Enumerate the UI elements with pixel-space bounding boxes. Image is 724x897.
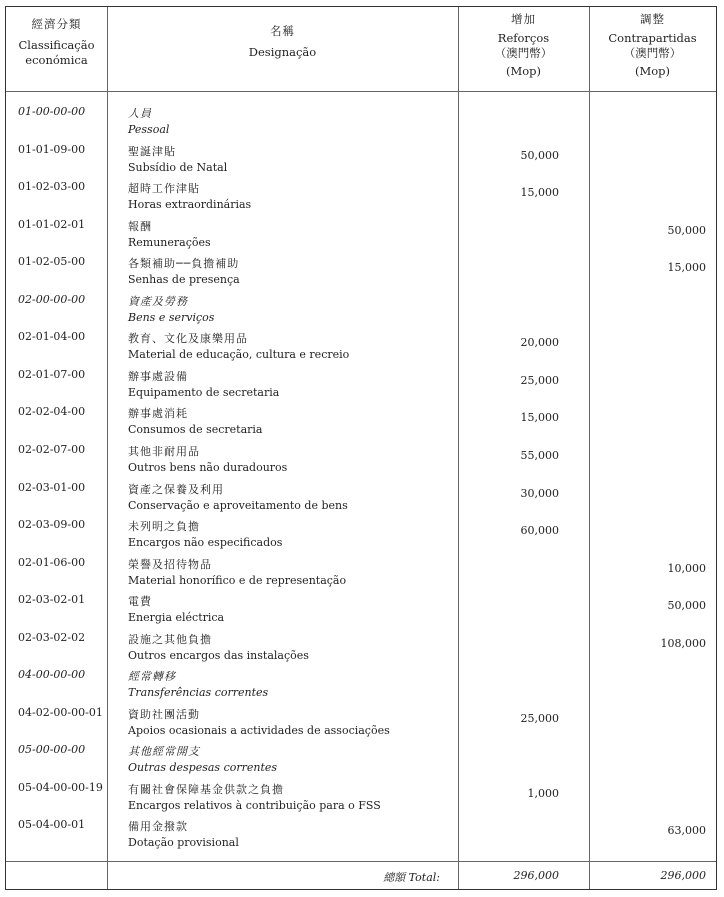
row-reforco: 60,000 [520, 524, 559, 538]
table-row [6, 662, 716, 700]
total-label: 總額 Total: [383, 871, 440, 884]
row-reforco: 25,000 [520, 711, 559, 725]
row-code: 02-03-01-00 [18, 480, 86, 494]
row-designation-zh: 資助社團活動 [128, 707, 200, 721]
row-code: 05-04-00-00-19 [18, 780, 103, 794]
row-contrapartida: 10,000 [667, 561, 706, 575]
table-row [6, 437, 716, 475]
row-code: 02-02-04-00 [18, 405, 86, 419]
table-row [6, 249, 716, 287]
row-designation-pt: Equipamento de secretaria [128, 385, 280, 399]
row-code: 05-00-00-00 [18, 743, 86, 757]
row-designation-pt: Subsídio de Natal [128, 160, 228, 174]
row-designation-pt: Senhas de presença [128, 273, 240, 287]
header-designation-zh: 名稱 [270, 24, 295, 38]
row-designation-zh: 辦事處消耗 [128, 407, 188, 421]
row-designation-pt: Encargos relativos à contribuição para o FSS [128, 798, 381, 812]
table-row [6, 324, 716, 362]
header-contrapartidas [589, 12, 716, 79]
row-designation-zh: 各類補助──負擔補助 [128, 257, 240, 271]
header-classification-pt-a: Classificação [18, 37, 95, 52]
row-designation-zh: 資產及勞務 [128, 294, 188, 308]
header-classification-pt-b: económica [25, 53, 88, 68]
row-contrapartida: 63,000 [667, 824, 706, 838]
header-contrapartidas-unit: (Mop) [634, 63, 671, 78]
table-row [6, 775, 716, 813]
table-row [6, 362, 716, 400]
row-code: 02-01-04-00 [18, 330, 86, 344]
row-contrapartida: 50,000 [667, 223, 706, 237]
table-row [6, 137, 716, 175]
row-code: 05-04-00-01 [18, 818, 86, 832]
row-contrapartida: 15,000 [667, 261, 706, 275]
row-code: 02-03-02-01 [18, 593, 86, 607]
table-row [6, 99, 716, 137]
header-reforcos-unit: (Mop) [505, 63, 542, 78]
table-row [6, 737, 716, 775]
row-designation-zh: 教育、文化及康樂用品 [128, 332, 248, 346]
row-reforco: 55,000 [520, 448, 559, 462]
row-code: 01-00-00-00 [18, 105, 86, 118]
budget-table [5, 6, 717, 890]
table-row [6, 625, 716, 663]
row-designation-pt: Bens e serviços [128, 310, 215, 324]
row-reforco: 25,000 [520, 373, 559, 387]
row-designation-pt: Transferências correntes [128, 686, 269, 700]
row-reforco: 1,000 [527, 786, 559, 800]
row-code: 01-02-05-00 [18, 255, 86, 269]
row-designation-pt: Outros bens não duradouros [128, 460, 288, 474]
table-row [6, 174, 716, 212]
header-divider [6, 91, 716, 92]
row-designation-pt: Horas extraordinárias [128, 198, 252, 212]
row-designation-zh: 有關社會保障基金供款之負擔 [128, 782, 284, 796]
row-designation-pt: Pessoal [128, 123, 170, 136]
total-reforcos: 296,000 [513, 869, 559, 882]
row-designation-zh: 經常轉移 [128, 670, 176, 684]
row-designation-zh: 聖誕津貼 [128, 144, 176, 158]
table-row [6, 587, 716, 625]
total-divider [6, 861, 716, 862]
table-row [6, 399, 716, 437]
row-designation-pt: Outras despesas correntes [128, 761, 278, 775]
header-contrapartidas-currency: （澳門幣） [623, 46, 682, 61]
row-designation-zh: 辦事處設備 [128, 369, 188, 383]
row-designation-pt: Encargos não especificados [128, 536, 283, 550]
table-row [6, 212, 716, 250]
table-row [6, 550, 716, 588]
row-code: 02-03-09-00 [18, 518, 86, 532]
row-designation-zh: 超時工作津貼 [128, 182, 200, 196]
header-classification [6, 17, 107, 69]
row-code: 04-02-00-00-01 [18, 705, 103, 719]
row-reforco: 15,000 [520, 186, 559, 200]
header-reforcos-pt: Reforços [497, 30, 550, 45]
row-reforco: 15,000 [520, 411, 559, 425]
row-designation-pt: Remunerações [128, 235, 211, 249]
table-row [6, 287, 716, 325]
row-designation-pt: Dotação provisional [128, 836, 239, 850]
row-code: 04-00-00-00 [18, 668, 86, 682]
header-contrapartidas-pt: Contrapartidas [608, 30, 697, 45]
row-designation-zh: 設施之其他負擔 [128, 632, 212, 646]
header-classification-zh: 經濟分類 [31, 17, 82, 31]
row-designation-zh: 其他經常開支 [128, 745, 200, 759]
row-designation-pt: Energia eléctrica [128, 611, 225, 625]
row-contrapartida: 50,000 [667, 599, 706, 613]
row-designation-pt: Outros encargos das instalações [128, 648, 309, 662]
header-reforcos [458, 12, 589, 79]
row-designation-zh: 備用金撥款 [128, 820, 188, 834]
header-contrapartidas-zh: 調整 [640, 12, 665, 26]
total-contrapartidas: 296,000 [660, 869, 706, 882]
row-designation-zh: 資產之保養及利用 [128, 482, 224, 496]
header-reforcos-currency: （澳門幣） [494, 46, 553, 61]
table-row [6, 512, 716, 550]
row-designation-pt: Material honorífico e de representação [128, 573, 347, 587]
row-designation-pt: Consumos de secretaria [128, 423, 263, 437]
row-contrapartida: 108,000 [660, 636, 706, 650]
row-code: 02-00-00-00 [18, 292, 86, 306]
header-designation-pt: Designação [248, 44, 317, 59]
row-reforco: 20,000 [520, 336, 559, 350]
table-row [6, 700, 716, 738]
row-code: 02-02-07-00 [18, 442, 86, 456]
row-designation-pt: Material de educação, cultura e recreio [128, 348, 350, 362]
row-designation-zh: 其他非耐用品 [128, 444, 200, 458]
row-designation-zh: 未列明之負擔 [128, 520, 200, 534]
row-reforco: 50,000 [520, 148, 559, 162]
row-designation-zh: 榮譽及招待物品 [128, 557, 212, 571]
row-designation-pt: Apoios ocasionais a actividades de associações [128, 723, 390, 737]
row-code: 02-01-07-00 [18, 367, 86, 381]
row-designation-zh: 人員 [128, 107, 152, 120]
header-reforcos-zh: 增加 [511, 12, 536, 26]
table-row [6, 812, 716, 850]
row-reforco: 30,000 [520, 486, 559, 500]
row-designation-pt: Conservação e aproveitamento de bens [128, 498, 348, 512]
row-designation-zh: 電費 [128, 595, 152, 609]
header-designation [107, 24, 458, 60]
row-code: 02-03-02-02 [18, 630, 86, 644]
row-code: 01-01-02-01 [18, 217, 86, 231]
row-designation-zh: 報酬 [128, 219, 152, 233]
row-code: 01-02-03-00 [18, 180, 86, 194]
row-code: 02-01-06-00 [18, 555, 86, 569]
table-row [6, 475, 716, 513]
row-code: 01-01-09-00 [18, 142, 86, 156]
